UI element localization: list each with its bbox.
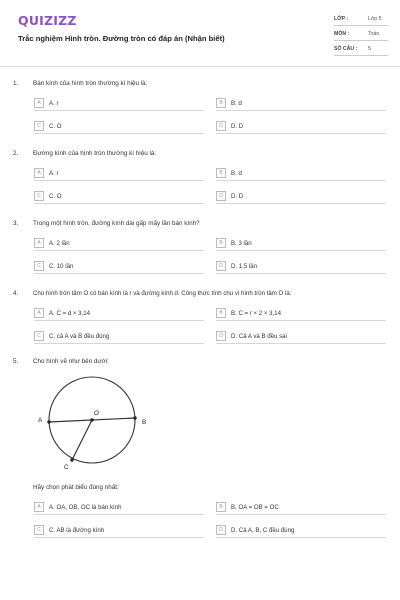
page-title: Trắc nghiệm Hình tròn. Đường tròn có đáp án (Nhận biết) — [18, 34, 225, 43]
answer-option[interactable] — [34, 238, 204, 251]
meta-subject — [334, 28, 388, 41]
meta-value: Lớp 5 — [368, 16, 382, 22]
option-text: D. 1,5 lần — [231, 262, 258, 270]
option-text: C. O — [49, 192, 62, 200]
option-text: B. d — [231, 99, 242, 107]
answer-option[interactable] — [216, 168, 386, 181]
option-text: C. cả A và B đều đúng — [49, 332, 110, 340]
answer-option[interactable] — [216, 98, 386, 111]
option-text: C. O — [49, 122, 62, 130]
option-letter-box: D — [216, 191, 226, 201]
point-a — [47, 420, 50, 423]
meta-value: 5 — [368, 46, 371, 52]
option-text: A. C = d × 3,14 — [49, 309, 90, 317]
worksheet-header — [0, 0, 400, 66]
meta-key: MÔN : — [334, 31, 350, 37]
option-text: D. Cả A, B, C đều đúng — [231, 526, 295, 534]
question-text: Trong một hình tròn, đường kính dài gấp mấy lần bán kính? — [33, 220, 200, 227]
meta-question-count — [334, 43, 388, 56]
answer-option[interactable] — [34, 98, 204, 111]
meta-value: Toán — [368, 31, 380, 37]
option-letter-box: D — [216, 121, 226, 131]
option-text: C. 10 lần — [49, 262, 74, 270]
circle-diagram — [30, 375, 160, 485]
answer-option[interactable] — [34, 191, 204, 204]
option-text: B. 3 lần — [231, 239, 252, 247]
question-text: Cho hình tròn tâm O có bán kính là r và đường kính d. Công thức tính chu vi hình tròn tâm O là: — [33, 290, 292, 297]
answer-option[interactable] — [216, 238, 386, 251]
option-text: C. AB là đường kính — [49, 526, 105, 534]
quizizz-logo: QUIZIZZ — [18, 13, 77, 28]
question-subtext: Hãy chọn phát biểu đúng nhất: — [33, 484, 119, 491]
option-letter-box: C — [34, 261, 44, 271]
answer-option[interactable] — [216, 331, 386, 344]
option-letter-box: A — [34, 502, 44, 512]
option-letter-box: C — [34, 121, 44, 131]
question-number: 2. — [13, 150, 19, 157]
option-text: B. d — [231, 169, 242, 177]
label-a: A — [38, 417, 43, 424]
answer-option[interactable] — [34, 525, 204, 538]
meta-grade — [334, 13, 388, 26]
point-b — [133, 416, 136, 419]
circle-figure — [30, 375, 160, 485]
option-letter-box: C — [34, 525, 44, 535]
option-letter-box: C — [34, 331, 44, 341]
answer-option[interactable] — [216, 525, 386, 538]
option-letter-box: D — [216, 261, 226, 271]
answer-option[interactable] — [216, 191, 386, 204]
answer-option[interactable] — [34, 121, 204, 134]
question-text: Cho hình vẽ như bên dưới: — [33, 358, 109, 365]
option-text: B. OA = OB = OC — [231, 503, 279, 511]
answer-option[interactable] — [216, 308, 386, 321]
label-c: C — [64, 464, 69, 471]
label-o: O — [94, 410, 99, 417]
answer-option[interactable] — [34, 331, 204, 344]
option-letter-box: A — [34, 308, 44, 318]
option-text: A. r — [49, 99, 59, 107]
option-letter-box: B — [216, 308, 226, 318]
option-text: D. Cả A và B đều sai — [231, 332, 287, 340]
answer-option[interactable] — [34, 502, 204, 515]
option-text: D. D — [231, 122, 244, 130]
option-letter-box: D — [216, 331, 226, 341]
label-b: B — [142, 419, 147, 426]
answer-option[interactable] — [34, 261, 204, 274]
meta-key: SỐ CÂU : — [334, 46, 358, 52]
answer-option[interactable] — [216, 261, 386, 274]
answer-option[interactable] — [216, 502, 386, 515]
question-text: Đường kính của hình tròn thường kí hiệu là: — [33, 150, 157, 157]
question-text: Bán kính của hình tròn thường kí hiệu là: — [33, 80, 148, 87]
option-letter-box: A — [34, 238, 44, 248]
answer-option[interactable] — [34, 168, 204, 181]
question-number: 4. — [13, 290, 19, 297]
option-text: D. D — [231, 192, 244, 200]
option-letter-box: B — [216, 168, 226, 178]
option-letter-box: A — [34, 168, 44, 178]
question-number: 1. — [13, 80, 19, 87]
option-text: B. C = r × 2 × 3,14 — [231, 309, 281, 317]
option-text: A. r — [49, 169, 59, 177]
option-text: A. OA, OB, OC là bán kính — [49, 503, 122, 511]
answer-option[interactable] — [34, 308, 204, 321]
point-c — [70, 458, 73, 461]
radius-oc — [72, 420, 92, 460]
option-text: A. 2 lần — [49, 239, 70, 247]
option-letter-box: B — [216, 238, 226, 248]
question-number: 3. — [13, 220, 19, 227]
option-letter-box: D — [216, 525, 226, 535]
question-number: 5. — [13, 358, 19, 365]
option-letter-box: A — [34, 98, 44, 108]
point-o — [90, 418, 93, 421]
option-letter-box: C — [34, 191, 44, 201]
option-letter-box: B — [216, 502, 226, 512]
header-divider — [0, 66, 400, 67]
meta-key: LỚP : — [334, 16, 349, 22]
answer-option[interactable] — [216, 121, 386, 134]
option-letter-box: B — [216, 98, 226, 108]
